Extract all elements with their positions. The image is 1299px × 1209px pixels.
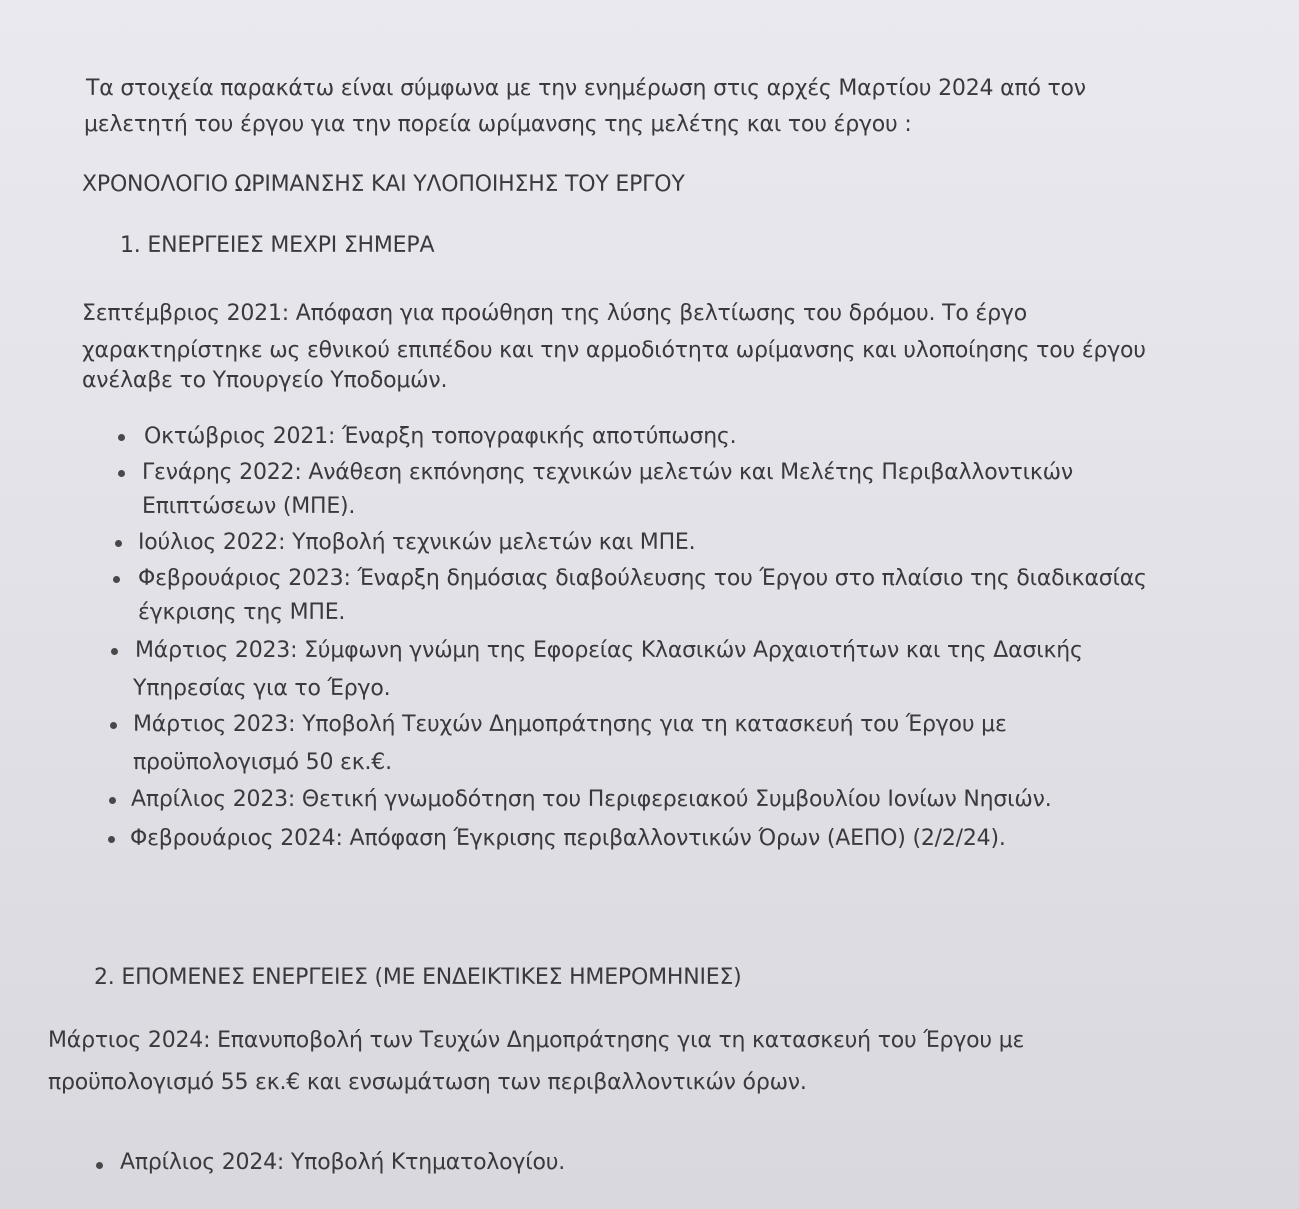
section-1-para-line-2: χαρακτηρίστηκε ως εθνικού επιπέδου και την αρμοδιότητα ωρίμανσης και υλοποίησης του έργου — [82, 338, 1146, 363]
list-item-3-line-1: Ιούλιος 2022: Υποβολή τεχνικών μελετών και ΜΠΕ. — [138, 530, 696, 555]
list-item-5-line-1: Μάρτιος 2023: Σύμφωνη γνώμη της Εφορείας Κλασικών Αρχαιοτήτων και της Δασικής — [135, 638, 1083, 663]
section-1-heading: 1. ΕΝΕΡΓΕΙΕΣ ΜΕΧΡΙ ΣΗΜΕΡΑ — [120, 233, 435, 258]
list-item-1-line-1: Οκτώβριος 2021: Έναρξη τοπογραφικής αποτύπωσης. — [144, 424, 737, 449]
list-item-4-line-2: έγκρισης της ΜΠΕ. — [138, 600, 346, 625]
list-item-8-line-1: Φεβρουάριος 2024: Απόφαση Έγκρισης περιβαλλοντικών Όρων (ΑΕΠΟ) (2/2/24). — [130, 826, 1006, 851]
list-item-5-line-2: Υπηρεσίας για το Έργο. — [133, 676, 391, 701]
section-1-para-line-1: Σεπτέμβριος 2021: Απόφαση για προώθηση της λύσης βελτίωσης του δρόμου. Το έργο — [82, 301, 1027, 326]
section-2-para-line-2: προϋπολογισμό 55 εκ.€ και ενσωμάτωση των περιβαλλοντικών όρων. — [48, 1070, 807, 1095]
bullet-marker — [110, 722, 117, 729]
list-item-2-line-2: Επιπτώσεων (ΜΠΕ). — [142, 494, 356, 519]
list-item-9-line-1: Απρίλιος 2024: Υποβολή Κτηματολογίου. — [120, 1150, 566, 1175]
section-1-para-line-3: ανέλαβε το Υπουργείο Υποδομών. — [82, 368, 448, 393]
list-item-2-line-1: Γενάρης 2022: Ανάθεση εκπόνησης τεχνικών μελετών και Μελέτης Περιβαλλοντικών — [142, 460, 1073, 485]
bullet-marker — [118, 434, 125, 441]
section-2-heading: 2. ΕΠΟΜΕΝΕΣ ΕΝΕΡΓΕΙΕΣ (ΜΕ ΕΝΔΕΙΚΤΙΚΕΣ ΗΜΕΡΟΜΗΝΙΕΣ) — [94, 965, 742, 990]
bullet-marker — [109, 797, 116, 804]
bullet-marker — [111, 648, 118, 655]
bullet-marker — [115, 540, 122, 547]
list-item-6-line-1: Μάρτιος 2023: Υποβολή Τευχών Δημοπράτησης για τη κατασκευή του Έργου με — [133, 712, 1007, 737]
section-2-para-line-1: Μάρτιος 2024: Επανυποβολή των Τευχών Δημοπράτησης για τη κατασκευή του Έργου με — [48, 1028, 1025, 1053]
bullet-marker — [108, 836, 115, 843]
list-item-7-line-1: Απρίλιος 2023: Θετική γνωμοδότηση του Περιφερειακού Συμβουλίου Ιονίων Νησιών. — [131, 787, 1052, 812]
bullet-marker — [96, 1162, 103, 1169]
list-item-4-line-1: Φεβρουάριος 2023: Έναρξη δημόσιας διαβούλευσης του Έργου στο πλαίσιο της διαδικασίας — [138, 566, 1147, 591]
bullet-marker — [118, 470, 125, 477]
document-title: ΧΡΟΝΟΛΟΓΙΟ ΩΡΙΜΑΝΣΗΣ ΚΑΙ ΥΛΟΠΟΙΗΣΗΣ ΤΟΥ ΕΡΓΟΥ — [82, 172, 685, 197]
list-item-6-line-2: προϋπολογισμό 50 εκ.€. — [133, 750, 392, 775]
intro-line-1: Τα στοιχεία παρακάτω είναι σύμφωνα με την ενημέρωση στις αρχές Μαρτίου 2024 από τον — [86, 76, 1086, 101]
intro-line-2: μελετητή του έργου για την πορεία ωρίμανσης της μελέτης και του έργου : — [84, 112, 912, 137]
bullet-marker — [113, 576, 120, 583]
